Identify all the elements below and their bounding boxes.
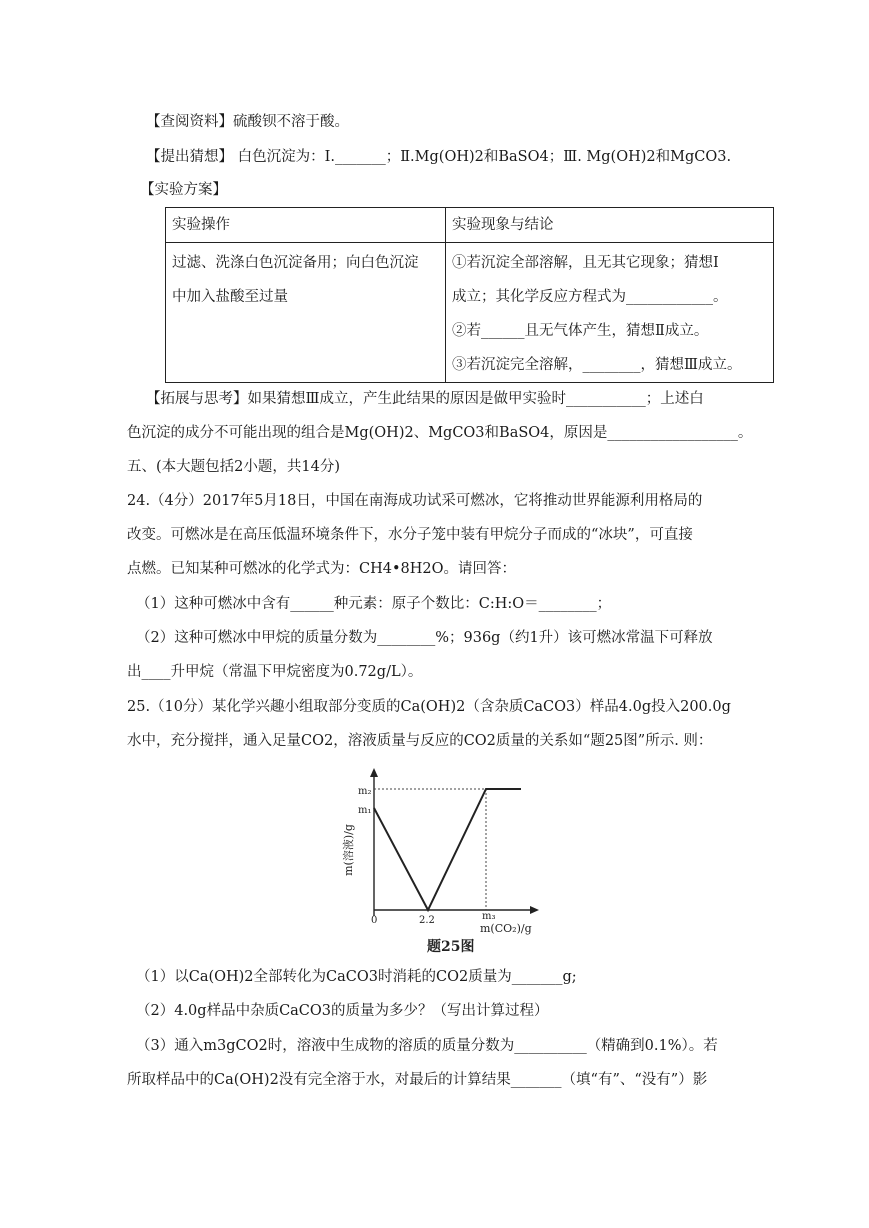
x-tick-m3: m₃ xyxy=(482,911,496,922)
question-24-part-2-cont: 出____升甲烷（常温下甲烷密度为0.72g/L）。 xyxy=(127,664,423,680)
series-line xyxy=(374,789,521,910)
chart-title: 题25图 xyxy=(427,939,475,955)
result-line-2: 成立；其化学反应方程式为____________。 xyxy=(452,289,728,305)
origin-label: 0 xyxy=(371,915,378,926)
y-axis-arrow xyxy=(370,768,378,777)
text-line-1: 【查阅资料】硫酸钡不溶于酸。 xyxy=(146,114,349,130)
question-25-part-2: （2）4.0g样品中杂质CaCO3的质量为多少？（写出计算过程） xyxy=(136,1003,549,1019)
table-cell-operation xyxy=(166,243,446,383)
table-header-result: 实验现象与结论 xyxy=(446,208,774,243)
question-24-line-3: 点燃。已知某种可燃冰的化学式为：CH4•8H2O。请回答： xyxy=(127,561,516,577)
question-25-line-2: 水中，充分搅拌，通入足量CO2，溶液质量与反应的CO2质量的关系如“题25图”所示. 则： xyxy=(127,733,713,749)
x-axis-label: m(CO₂)/g xyxy=(480,922,532,935)
text-line-2: 【提出猜想】 白色沉淀为：Ⅰ._______；Ⅱ.Mg(OH)2和BaSO4；Ⅲ. Mg(OH)2和MgCO3. xyxy=(146,149,732,165)
table-cell-result xyxy=(446,243,774,383)
section-heading: 五、(本大题包括2小题，共14分) xyxy=(127,459,340,475)
x-axis-arrow xyxy=(530,906,539,914)
question-24-part-2: （2）这种可燃冰中甲烷的质量分数为________%；936g（约1升）该可燃冰常温下可释放 xyxy=(136,630,713,646)
text-line-5: 色沉淀的成分不可能出现的组合是Mg(OH)2、MgCO3和BaSO4，原因是__________________。 xyxy=(127,425,753,441)
operation-line-1: 过滤、洗涤白色沉淀备用；向白色沉淀 xyxy=(172,255,419,271)
table-header-operation: 实验操作 xyxy=(166,208,446,243)
question-25-part-3: （3）通入m3gCO2时，溶液中生成物的溶质的质量分数为__________（精确到0.1%）。若 xyxy=(136,1038,718,1054)
text-line-3: 【实验方案】 xyxy=(140,182,227,198)
y-tick-m1: m₁ xyxy=(358,805,372,816)
y-tick-m2: m₂ xyxy=(358,786,372,797)
operation-line-2: 中加入盐酸至过量 xyxy=(172,289,288,305)
result-line-1: ①若沉淀全部溶解，且无其它现象；猜想Ⅰ xyxy=(452,255,719,271)
figure-25-chart xyxy=(330,768,540,958)
x-tick-2-2: 2.2 xyxy=(419,915,435,926)
experiment-table xyxy=(165,207,774,383)
question-25-part-3-cont: 所取样品中的Ca(OH)2没有完全溶于水，对最后的计算结果_______（填“有”、“没有”）影 xyxy=(127,1072,708,1088)
text-line-4: 【拓展与思考】如果猜想Ⅲ成立，产生此结果的原因是做甲实验时___________；上述白 xyxy=(146,391,704,407)
question-25-line-1: 25.（10分）某化学兴趣小组取部分变质的Ca(OH)2（含杂质CaCO3）样品4.0g投入200.0g xyxy=(127,699,731,715)
result-line-3: ②若______且无气体产生，猜想Ⅱ成立。 xyxy=(452,323,709,339)
question-24-part-1: （1）这种可燃冰中含有______种元素：原子个数比：C:H:O＝________； xyxy=(136,596,612,612)
question-24-line-2: 改变。可燃冰是在高压低温环境条件下，水分子笼中装有甲烷分子而成的“冰块”，可直接 xyxy=(127,527,693,543)
question-24-line-1: 24.（4分）2017年5月18日，中国在南海成功试采可燃冰，它将推动世界能源利用格局的 xyxy=(127,493,703,509)
result-line-4: ③若沉淀完全溶解，________，猜想Ⅲ成立。 xyxy=(452,357,742,373)
question-25-part-1: （1）以Ca(OH)2全部转化为CaCO3时消耗的CO2质量为_______g; xyxy=(136,969,577,985)
y-axis-label: m(溶液)/g xyxy=(342,824,355,876)
